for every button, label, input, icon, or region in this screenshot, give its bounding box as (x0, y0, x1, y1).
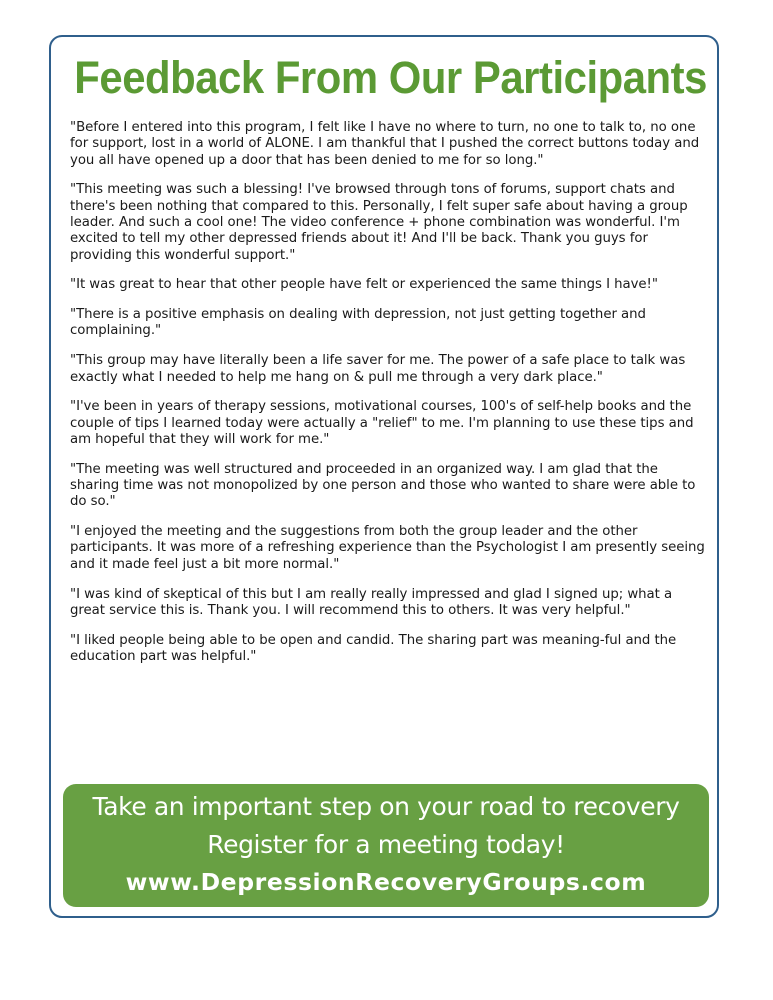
testimonial-8: "I enjoyed the meeting and the suggestions from both the group leader and the other participants. It was more of a refreshing experience than the Psychologist I am presently seeing and it made feel just a bit more normal." (70, 524, 705, 572)
testimonial-2: "This meeting was such a blessing! I've browsed through tons of forums, support chats and there's been nothing that compared to this. Personally, I felt super safe about having a group leader. And such a cool one! The video conference + phone combination was wonderful. I'm excited to tell my other depressed friends about it! And I'll be back. Thank you guys for providing this wonderful support." (70, 182, 688, 263)
page-title: Feedback From Our Participants (74, 52, 707, 103)
testimonial-3: "It was great to hear that other people have felt or experienced the same things I have!" (70, 277, 658, 293)
testimonial-10: "I liked people being able to be open and candid. The sharing part was meaning-ful and the education part was helpful." (70, 632, 677, 664)
testimonial-9: "I was kind of skeptical of this but I am really really impressed and glad I signed up; what a great service this is. Thank you. I will recommend this to others. It was very helpful." (70, 586, 673, 618)
testimonial-5: "This group may have literally been a life saver for me. The power of a safe place to talk was exactly what I needed to help me hang on & pull me through a very dark place." (70, 353, 686, 385)
cta-headline: Take an important step on your road to recovery (92, 792, 680, 821)
call-to-action-banner (63, 784, 709, 907)
flyer-frame (49, 35, 719, 918)
testimonial-1: "Before I entered into this program, I felt like I have no where to turn, no one to talk to, no one for support, lost in a world of ALONE. I am thankful that I pushed the correct buttons today and you all have opened up a door that has been denied to me for so long." (70, 120, 700, 168)
testimonial-7: "The meeting was well structured and proceeded in an organized way. I am glad that the sharing time was not monopolized by one person and those who wanted to share were able to do so." (70, 461, 696, 510)
website-link[interactable]: www.DepressionRecoveryGroups.com (125, 868, 647, 896)
testimonial-6: "I've been in years of therapy sessions, motivational courses, 100's of self-help books and the couple of tips I learned today were actually a "relief" to me. I'm planning to use these tips and am hopeful that they will work for me." (70, 399, 694, 447)
testimonial-4: "There is a positive emphasis on dealing with depression, not just getting together and complaining." (70, 307, 646, 339)
cta-register-text: Register for a meeting today! (207, 830, 565, 859)
testimonials-list (70, 120, 706, 679)
